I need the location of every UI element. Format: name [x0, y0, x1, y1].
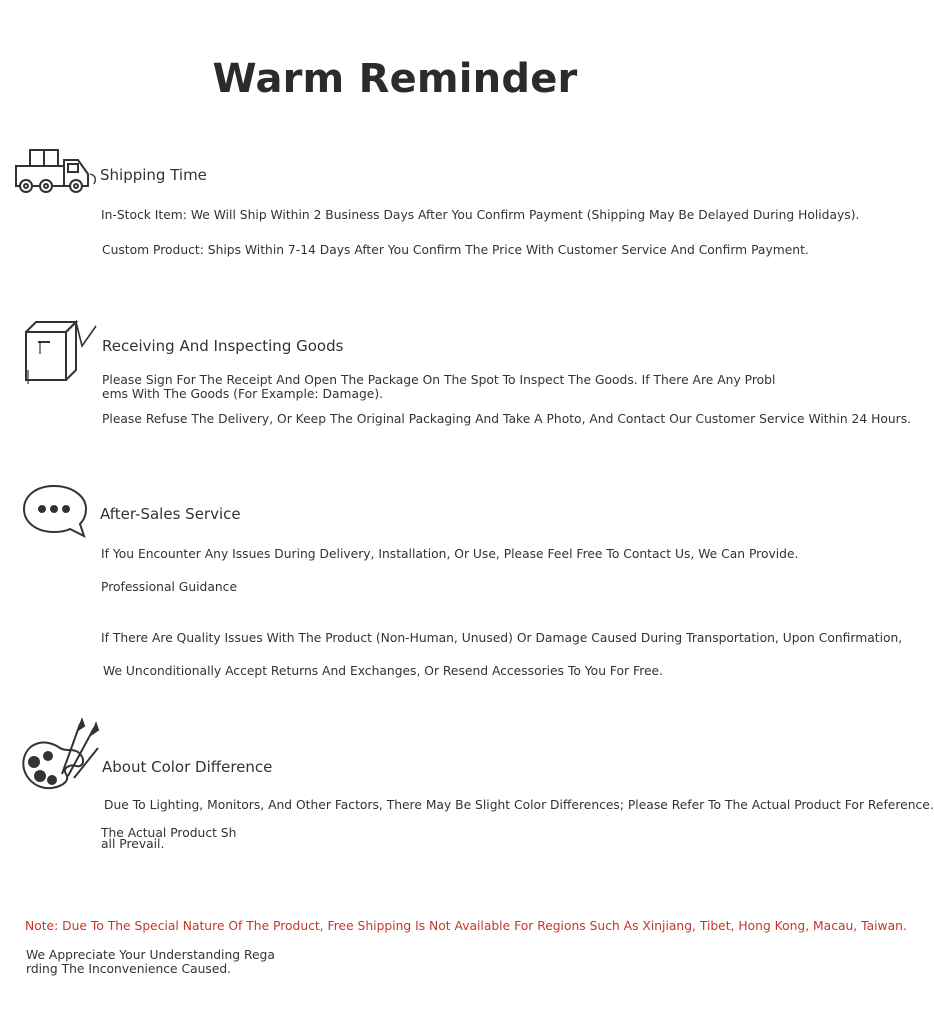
- section-heading-color-difference: About Color Difference: [102, 758, 273, 776]
- after-sales-returns-text: We Unconditionally Accept Returns And Exchanges, Or Resend Accessories To You For Free.: [103, 664, 664, 678]
- shipping-exclusion-note: Note: Due To The Special Nature Of The Product, Free Shipping Is Not Available For Regions Such As Xinjiang, Tibet, Hong Kong, Macau, Taiwan.: [25, 919, 907, 933]
- after-sales-contact-text: If You Encounter Any Issues During Delivery, Installation, Or Use, Please Feel Free To Contact Us, We Can Provide.: [101, 547, 799, 561]
- receiving-refuse-text: Please Refuse The Delivery, Or Keep The Original Packaging And Take A Photo, And Contact Our Customer Service Within 24 Hours.: [102, 412, 912, 426]
- closing-text: We Appreciate Your Understanding Regarding The Inconvenience Caused.: [26, 948, 275, 976]
- section-heading-receiving-goods: Receiving And Inspecting Goods: [102, 337, 344, 355]
- shipping-in-stock-text: In-Stock Item: We Will Ship Within 2 Business Days After You Confirm Payment (Shipping May Be Delayed During Holidays).: [101, 208, 860, 222]
- truck-icon: [14, 146, 100, 196]
- package-box-icon: [22, 318, 100, 388]
- shipping-custom-text: Custom Product: Ships Within 7-14 Days After You Confirm The Price With Customer Service And Confirm Payment.: [102, 243, 809, 257]
- color-difference-text: Due To Lighting, Monitors, And Other Factors, There May Be Slight Color Differences; Please Refer To The Actual Product For Reference.: [104, 798, 934, 812]
- chat-bubble-icon: [20, 482, 90, 540]
- page-title: Warm Reminder: [212, 56, 578, 102]
- after-sales-quality-text: If There Are Quality Issues With The Product (Non-Human, Unused) Or Damage Caused During Transportation, Upon Confirmation,: [101, 631, 903, 645]
- section-heading-shipping-time: Shipping Time: [100, 166, 207, 184]
- after-sales-guidance-text: Professional Guidance: [101, 580, 238, 594]
- receiving-inspect-text: Please Sign For The Receipt And Open The Package On The Spot To Inspect The Goods. If There Are Any Problems With The Goods (For Example: Damage).: [102, 373, 776, 401]
- section-heading-after-sales: After-Sales Service: [100, 505, 241, 523]
- paint-palette-icon: [20, 718, 102, 794]
- color-prevail-text: The Actual Product Shall Prevail.: [101, 826, 237, 851]
